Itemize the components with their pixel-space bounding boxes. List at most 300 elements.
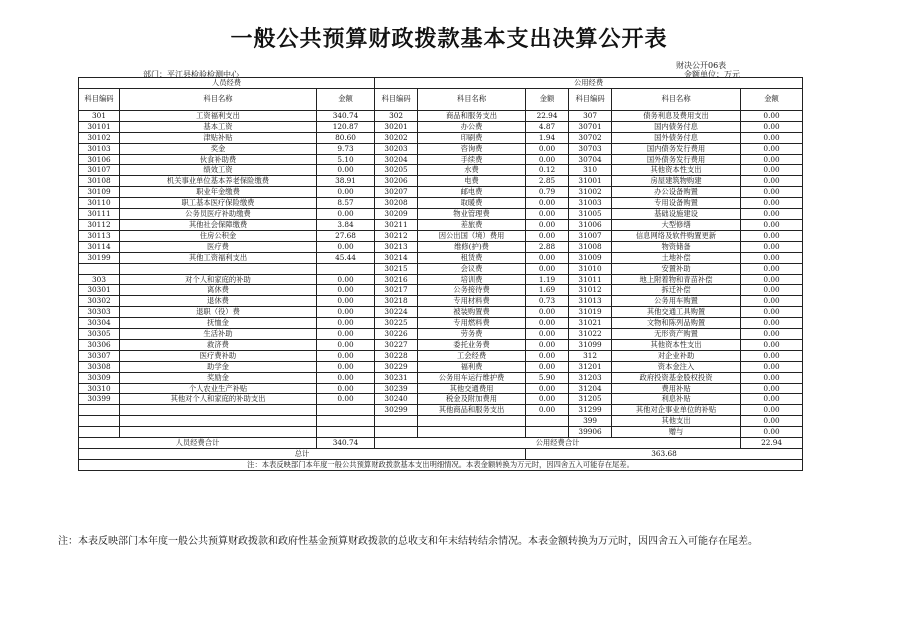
public-a-amount-cell: 4.87 (526, 121, 569, 132)
footnote: 注：本表反映部门本年度一般公共预算财政拨款和政府性基金预算财政拨款的总收支和年末结转结余情况。本表金额转换为万元时，因四舍五入可能存在尾差。 (58, 536, 758, 547)
personnel-name-cell: 助学金 (120, 361, 317, 372)
personnel-code-cell (79, 405, 120, 416)
public-b-code-cell: 31005 (569, 209, 612, 220)
personnel-code-cell: 30307 (79, 350, 120, 361)
public-a-amount-cell: 1.69 (526, 285, 569, 296)
public-b-amount-cell: 0.00 (741, 372, 803, 383)
grand-total-amount: 363.68 (526, 449, 803, 460)
personnel-name-cell: 基本工资 (120, 121, 317, 132)
public-b-code-cell: 31299 (569, 405, 612, 416)
table-row (79, 416, 803, 427)
personnel-code-cell: 30110 (79, 198, 120, 209)
personnel-code-cell: 301 (79, 110, 120, 121)
public-a-code-cell: 30204 (375, 154, 418, 165)
personnel-amount-cell (317, 427, 375, 438)
public-a-name-cell: 取暖费 (418, 198, 526, 209)
public-a-amount-cell: 0.00 (526, 154, 569, 165)
col-amount-header: 金额 (741, 88, 803, 110)
public-a-amount-cell: 0.00 (526, 263, 569, 274)
table-row (79, 132, 803, 143)
personnel-name-cell: 抚恤金 (120, 318, 317, 329)
public-b-code-cell: 312 (569, 350, 612, 361)
public-b-code-cell: 31003 (569, 198, 612, 209)
public-a-amount-cell: 0.79 (526, 187, 569, 198)
public-a-name-cell: 其他交通费用 (418, 383, 526, 394)
public-b-code-cell: 31009 (569, 252, 612, 263)
public-b-amount-cell: 0.00 (741, 405, 803, 416)
personnel-header: 人员经费 (79, 78, 375, 89)
personnel-amount-cell: 0.00 (317, 307, 375, 318)
public-a-name-cell: 印刷费 (418, 132, 526, 143)
grand-total-label: 总计 (79, 449, 526, 460)
public-a-name-cell: 福利费 (418, 361, 526, 372)
personnel-name-cell (120, 263, 317, 274)
expenditure-table (78, 77, 803, 471)
public-a-name-cell (418, 416, 526, 427)
personnel-amount-cell: 0.00 (317, 318, 375, 329)
public-a-amount-cell: 0.00 (526, 198, 569, 209)
personnel-amount-cell: 0.00 (317, 339, 375, 350)
public-a-name-cell: 商品和服务支出 (418, 110, 526, 121)
public-b-code-cell: 30703 (569, 143, 612, 154)
public-a-amount-cell: 1.19 (526, 274, 569, 285)
public-b-name-cell: 对企业补助 (612, 350, 741, 361)
public-b-code-cell: 31099 (569, 339, 612, 350)
public-b-amount-cell: 0.00 (741, 427, 803, 438)
personnel-code-cell (79, 427, 120, 438)
public-total-label: 公用经费合计 (375, 438, 741, 449)
public-b-amount-cell: 0.00 (741, 329, 803, 340)
personnel-name-cell: 绩效工资 (120, 165, 317, 176)
personnel-name-cell: 工资福利支出 (120, 110, 317, 121)
public-a-amount-cell: 22.94 (526, 110, 569, 121)
department-label: 部门：平江县检验检测中心 (143, 70, 239, 79)
personnel-name-cell: 生活补助 (120, 329, 317, 340)
table-row (79, 165, 803, 176)
public-b-name-cell: 国内债务发行费用 (612, 143, 741, 154)
personnel-amount-cell: 0.00 (317, 350, 375, 361)
personnel-amount-cell: 340.74 (317, 110, 375, 121)
public-a-code-cell: 30228 (375, 350, 418, 361)
public-a-code-cell: 30226 (375, 329, 418, 340)
table-row (79, 121, 803, 132)
public-b-amount-cell: 0.00 (741, 416, 803, 427)
public-b-amount-cell: 0.00 (741, 154, 803, 165)
personnel-name-cell: 救济费 (120, 339, 317, 350)
personnel-code-cell: 30108 (79, 176, 120, 187)
public-b-amount-cell: 0.00 (741, 230, 803, 241)
personnel-code-cell (79, 416, 120, 427)
public-b-amount-cell: 0.00 (741, 165, 803, 176)
public-a-amount-cell: 0.00 (526, 329, 569, 340)
personnel-name-cell: 职工基本医疗保险缴费 (120, 198, 317, 209)
public-a-amount-cell: 0.12 (526, 165, 569, 176)
table-row (79, 187, 803, 198)
personnel-name-cell: 退休费 (120, 296, 317, 307)
public-a-name-cell: 专用燃料费 (418, 318, 526, 329)
personnel-code-cell: 30114 (79, 241, 120, 252)
public-b-code-cell: 39906 (569, 427, 612, 438)
public-a-code-cell: 30218 (375, 296, 418, 307)
col-name-header: 科目名称 (418, 88, 526, 110)
personnel-code-cell: 30302 (79, 296, 120, 307)
public-b-name-cell: 基础设施建设 (612, 209, 741, 220)
public-a-name-cell: 因公出国（境）费用 (418, 230, 526, 241)
public-b-name-cell: 其他资本性支出 (612, 339, 741, 350)
public-b-code-cell: 30701 (569, 121, 612, 132)
public-a-name-cell: 咨询费 (418, 143, 526, 154)
public-a-amount-cell: 2.85 (526, 176, 569, 187)
public-b-amount-cell: 0.00 (741, 394, 803, 405)
page-title: 一般公共预算财政拨款基本支出决算公开表 (230, 26, 668, 52)
public-a-name-cell: 税金及附加费用 (418, 394, 526, 405)
public-b-name-cell: 办公设备购置 (612, 187, 741, 198)
table-row (79, 263, 803, 274)
public-b-amount-cell: 0.00 (741, 241, 803, 252)
public-a-amount-cell: 0.00 (526, 230, 569, 241)
public-a-amount-cell: 0.00 (526, 405, 569, 416)
personnel-name-cell: 其他对个人和家庭的补助支出 (120, 394, 317, 405)
table-row (79, 110, 803, 121)
public-b-name-cell: 国外债务付息 (612, 132, 741, 143)
public-a-amount-cell (526, 427, 569, 438)
public-b-code-cell: 31205 (569, 394, 612, 405)
public-b-amount-cell: 0.00 (741, 252, 803, 263)
public-a-code-cell: 30299 (375, 405, 418, 416)
personnel-name-cell: 对个人和家庭的补助 (120, 274, 317, 285)
personnel-code-cell: 303 (79, 274, 120, 285)
public-b-amount-cell: 0.00 (741, 285, 803, 296)
public-b-amount-cell: 0.00 (741, 209, 803, 220)
table-row (79, 361, 803, 372)
personnel-name-cell: 公务员医疗补助缴费 (120, 209, 317, 220)
public-a-code-cell: 30224 (375, 307, 418, 318)
personnel-amount-cell: 0.00 (317, 274, 375, 285)
public-a-code-cell: 30205 (375, 165, 418, 176)
public-b-amount-cell: 0.00 (741, 263, 803, 274)
personnel-code-cell: 30109 (79, 187, 120, 198)
public-b-code-cell: 30704 (569, 154, 612, 165)
public-a-code-cell: 302 (375, 110, 418, 121)
personnel-amount-cell (317, 416, 375, 427)
public-b-amount-cell: 0.00 (741, 296, 803, 307)
public-b-amount-cell: 0.00 (741, 307, 803, 318)
personnel-amount-cell: 0.00 (317, 372, 375, 383)
public-a-name-cell (418, 427, 526, 438)
public-b-code-cell: 31001 (569, 176, 612, 187)
public-b-name-cell: 土地补偿 (612, 252, 741, 263)
personnel-code-cell: 30102 (79, 132, 120, 143)
personnel-code-cell: 30399 (79, 394, 120, 405)
table-row (79, 219, 803, 230)
public-a-name-cell: 水费 (418, 165, 526, 176)
public-a-amount-cell: 0.73 (526, 296, 569, 307)
personnel-amount-cell: 0.00 (317, 241, 375, 252)
public-a-code-cell: 30240 (375, 394, 418, 405)
personnel-code-cell: 30301 (79, 285, 120, 296)
public-a-code-cell: 30201 (375, 121, 418, 132)
table-row (79, 372, 803, 383)
personnel-amount-cell (317, 263, 375, 274)
public-a-code-cell: 30207 (375, 187, 418, 198)
public-a-code-cell: 30229 (375, 361, 418, 372)
public-a-name-cell: 被装购置费 (418, 307, 526, 318)
public-b-name-cell: 利息补贴 (612, 394, 741, 405)
personnel-amount-cell: 0.00 (317, 361, 375, 372)
personnel-code-cell (79, 263, 120, 274)
public-a-amount-cell: 0.00 (526, 350, 569, 361)
public-b-code-cell: 31010 (569, 263, 612, 274)
public-b-amount-cell: 0.00 (741, 219, 803, 230)
col-name-header: 科目名称 (120, 88, 317, 110)
public-b-name-cell: 其他对企事业单位的补贴 (612, 405, 741, 416)
public-a-name-cell: 公务接待费 (418, 285, 526, 296)
personnel-amount-cell: 0.00 (317, 296, 375, 307)
personnel-amount-cell: 45.44 (317, 252, 375, 263)
public-a-amount-cell (526, 416, 569, 427)
public-a-code-cell (375, 416, 418, 427)
public-b-name-cell: 物资储备 (612, 241, 741, 252)
personnel-name-cell: 津贴补贴 (120, 132, 317, 143)
public-b-name-cell: 无形资产购置 (612, 329, 741, 340)
table-row (79, 241, 803, 252)
public-a-name-cell: 公务用车运行维护费 (418, 372, 526, 383)
public-a-code-cell: 30215 (375, 263, 418, 274)
public-b-amount-cell: 0.00 (741, 187, 803, 198)
public-a-code-cell: 30217 (375, 285, 418, 296)
unit-label: 金额单位：万元 (684, 70, 740, 79)
personnel-name-cell: 奖金 (120, 143, 317, 154)
public-b-name-cell: 房屋建筑物购建 (612, 176, 741, 187)
public-b-name-cell: 其他交通工具购置 (612, 307, 741, 318)
public-b-amount-cell: 0.00 (741, 339, 803, 350)
public-a-name-cell: 物业管理费 (418, 209, 526, 220)
public-a-amount-cell: 5.90 (526, 372, 569, 383)
personnel-code-cell: 30106 (79, 154, 120, 165)
public-b-name-cell: 其他资本性支出 (612, 165, 741, 176)
table-row (79, 394, 803, 405)
public-b-code-cell: 31011 (569, 274, 612, 285)
public-b-amount-cell: 0.00 (741, 121, 803, 132)
table-note: 注：本表反映部门本年度一般公共预算财政拨款基本支出明细情况。本表金额转换为万元时，因四舍五入可能存在尾差。 (79, 459, 803, 470)
personnel-amount-cell: 0.00 (317, 394, 375, 405)
personnel-code-cell: 30113 (79, 230, 120, 241)
personnel-code-cell: 30303 (79, 307, 120, 318)
public-a-name-cell: 维修(护)费 (418, 241, 526, 252)
public-b-code-cell: 310 (569, 165, 612, 176)
col-name-header: 科目名称 (612, 88, 741, 110)
public-b-amount-cell: 0.00 (741, 318, 803, 329)
public-total-amount: 22.94 (741, 438, 803, 449)
public-a-name-cell: 劳务费 (418, 329, 526, 340)
personnel-amount-cell: 80.60 (317, 132, 375, 143)
public-a-name-cell: 手续费 (418, 154, 526, 165)
personnel-amount-cell (317, 405, 375, 416)
table-row (79, 154, 803, 165)
public-b-code-cell: 31013 (569, 296, 612, 307)
public-a-amount-cell: 0.00 (526, 252, 569, 263)
public-a-name-cell: 培训费 (418, 274, 526, 285)
public-a-amount-cell: 0.00 (526, 209, 569, 220)
personnel-amount-cell: 9.73 (317, 143, 375, 154)
public-b-amount-cell: 0.00 (741, 274, 803, 285)
public-a-code-cell: 30206 (375, 176, 418, 187)
public-b-name-cell: 安置补助 (612, 263, 741, 274)
public-b-amount-cell: 0.00 (741, 350, 803, 361)
public-a-code-cell: 30239 (375, 383, 418, 394)
public-a-amount-cell: 0.00 (526, 394, 569, 405)
personnel-code-cell: 30112 (79, 219, 120, 230)
personnel-total-amount: 340.74 (317, 438, 375, 449)
personnel-name-cell: 职业年金缴费 (120, 187, 317, 198)
public-b-name-cell: 政府投资基金股权投资 (612, 372, 741, 383)
public-a-code-cell: 30231 (375, 372, 418, 383)
personnel-name-cell (120, 427, 317, 438)
public-b-code-cell: 399 (569, 416, 612, 427)
public-a-code-cell: 30211 (375, 219, 418, 230)
public-a-name-cell: 工会经费 (418, 350, 526, 361)
public-b-code-cell: 31201 (569, 361, 612, 372)
public-a-name-cell: 会议费 (418, 263, 526, 274)
public-a-amount-cell: 0.00 (526, 219, 569, 230)
public-a-name-cell: 其他商品和服务支出 (418, 405, 526, 416)
personnel-amount-cell: 0.00 (317, 165, 375, 176)
personnel-code-cell: 30304 (79, 318, 120, 329)
public-b-code-cell: 31021 (569, 318, 612, 329)
personnel-amount-cell: 27.68 (317, 230, 375, 241)
table-row (79, 405, 803, 416)
public-b-name-cell: 专用设备购置 (612, 198, 741, 209)
public-b-name-cell: 信息网络及软件购置更新 (612, 230, 741, 241)
public-b-name-cell: 地上附着物和青苗补偿 (612, 274, 741, 285)
personnel-total-label: 人员经费合计 (79, 438, 317, 449)
public-a-amount-cell: 1.94 (526, 132, 569, 143)
public-b-code-cell: 31203 (569, 372, 612, 383)
table-row (79, 230, 803, 241)
personnel-name-cell: 伙食补助费 (120, 154, 317, 165)
public-b-name-cell: 国内债务付息 (612, 121, 741, 132)
personnel-name-cell: 其他社会保障缴费 (120, 219, 317, 230)
public-a-code-cell: 30209 (375, 209, 418, 220)
public-a-code-cell: 30225 (375, 318, 418, 329)
personnel-code-cell: 30309 (79, 372, 120, 383)
table-row (79, 296, 803, 307)
public-a-name-cell: 差旅费 (418, 219, 526, 230)
public-a-code-cell: 30208 (375, 198, 418, 209)
public-b-code-cell: 31006 (569, 219, 612, 230)
personnel-name-cell: 退职（役）费 (120, 307, 317, 318)
table-row (79, 350, 803, 361)
personnel-code-cell: 30310 (79, 383, 120, 394)
table-row (79, 176, 803, 187)
public-b-amount-cell: 0.00 (741, 198, 803, 209)
public-a-code-cell: 30202 (375, 132, 418, 143)
public-b-name-cell: 资本金注入 (612, 361, 741, 372)
public-b-amount-cell: 0.00 (741, 132, 803, 143)
personnel-amount-cell: 0.00 (317, 285, 375, 296)
public-a-code-cell: 30203 (375, 143, 418, 154)
col-code-header: 科目编码 (569, 88, 612, 110)
table-row (79, 285, 803, 296)
personnel-name-cell (120, 416, 317, 427)
public-a-code-cell: 30212 (375, 230, 418, 241)
personnel-code-cell: 30308 (79, 361, 120, 372)
col-amount-header: 金额 (317, 88, 375, 110)
table-row (79, 329, 803, 340)
public-a-amount-cell: 0.00 (526, 307, 569, 318)
public-a-amount-cell: 0.00 (526, 383, 569, 394)
public-b-name-cell: 其他支出 (612, 416, 741, 427)
public-b-amount-cell: 0.00 (741, 361, 803, 372)
personnel-amount-cell: 120.87 (317, 121, 375, 132)
personnel-code-cell: 30107 (79, 165, 120, 176)
col-code-header: 科目编码 (79, 88, 120, 110)
table-row (79, 318, 803, 329)
personnel-name-cell: 个人农业生产补贴 (120, 383, 317, 394)
col-code-header: 科目编码 (375, 88, 418, 110)
table-row (79, 209, 803, 220)
personnel-amount-cell: 0.00 (317, 383, 375, 394)
personnel-code-cell: 30199 (79, 252, 120, 263)
personnel-code-cell: 30103 (79, 143, 120, 154)
public-a-name-cell: 委托业务费 (418, 339, 526, 350)
personnel-code-cell: 30101 (79, 121, 120, 132)
public-b-name-cell: 国外债务发行费用 (612, 154, 741, 165)
form-number: 财决公开06表 (676, 61, 727, 70)
personnel-code-cell: 30305 (79, 329, 120, 340)
public-b-code-cell: 31022 (569, 329, 612, 340)
public-a-code-cell: 30213 (375, 241, 418, 252)
personnel-code-cell: 30111 (79, 209, 120, 220)
public-b-code-cell: 31008 (569, 241, 612, 252)
personnel-amount-cell: 8.57 (317, 198, 375, 209)
personnel-amount-cell: 3.84 (317, 219, 375, 230)
table-row (79, 274, 803, 285)
personnel-name-cell: 住房公积金 (120, 230, 317, 241)
personnel-amount-cell: 0.00 (317, 329, 375, 340)
public-b-code-cell: 31012 (569, 285, 612, 296)
table-row (79, 339, 803, 350)
table-row (79, 383, 803, 394)
public-b-name-cell: 债务利息及费用支出 (612, 110, 741, 121)
public-b-code-cell: 307 (569, 110, 612, 121)
public-b-code-cell: 30702 (569, 132, 612, 143)
public-b-name-cell: 大型修缮 (612, 219, 741, 230)
public-a-amount-cell: 0.00 (526, 143, 569, 154)
public-b-code-cell: 31019 (569, 307, 612, 318)
public-b-code-cell: 31007 (569, 230, 612, 241)
public-a-code-cell: 30214 (375, 252, 418, 263)
table-row (79, 252, 803, 263)
public-b-code-cell: 31002 (569, 187, 612, 198)
personnel-amount-cell: 38.91 (317, 176, 375, 187)
public-b-amount-cell: 0.00 (741, 383, 803, 394)
personnel-name-cell: 离休费 (120, 285, 317, 296)
public-a-amount-cell: 2.88 (526, 241, 569, 252)
public-a-name-cell: 专用材料费 (418, 296, 526, 307)
personnel-name-cell: 其他工资福利支出 (120, 252, 317, 263)
public-header: 公用经费 (375, 78, 803, 89)
public-a-amount-cell: 0.00 (526, 318, 569, 329)
personnel-code-cell: 30306 (79, 339, 120, 350)
public-a-name-cell: 办公费 (418, 121, 526, 132)
public-b-name-cell: 拆迁补偿 (612, 285, 741, 296)
public-a-name-cell: 邮电费 (418, 187, 526, 198)
personnel-name-cell: 奖励金 (120, 372, 317, 383)
table-row (79, 143, 803, 154)
public-a-amount-cell: 0.00 (526, 361, 569, 372)
personnel-name-cell: 医疗费补助 (120, 350, 317, 361)
